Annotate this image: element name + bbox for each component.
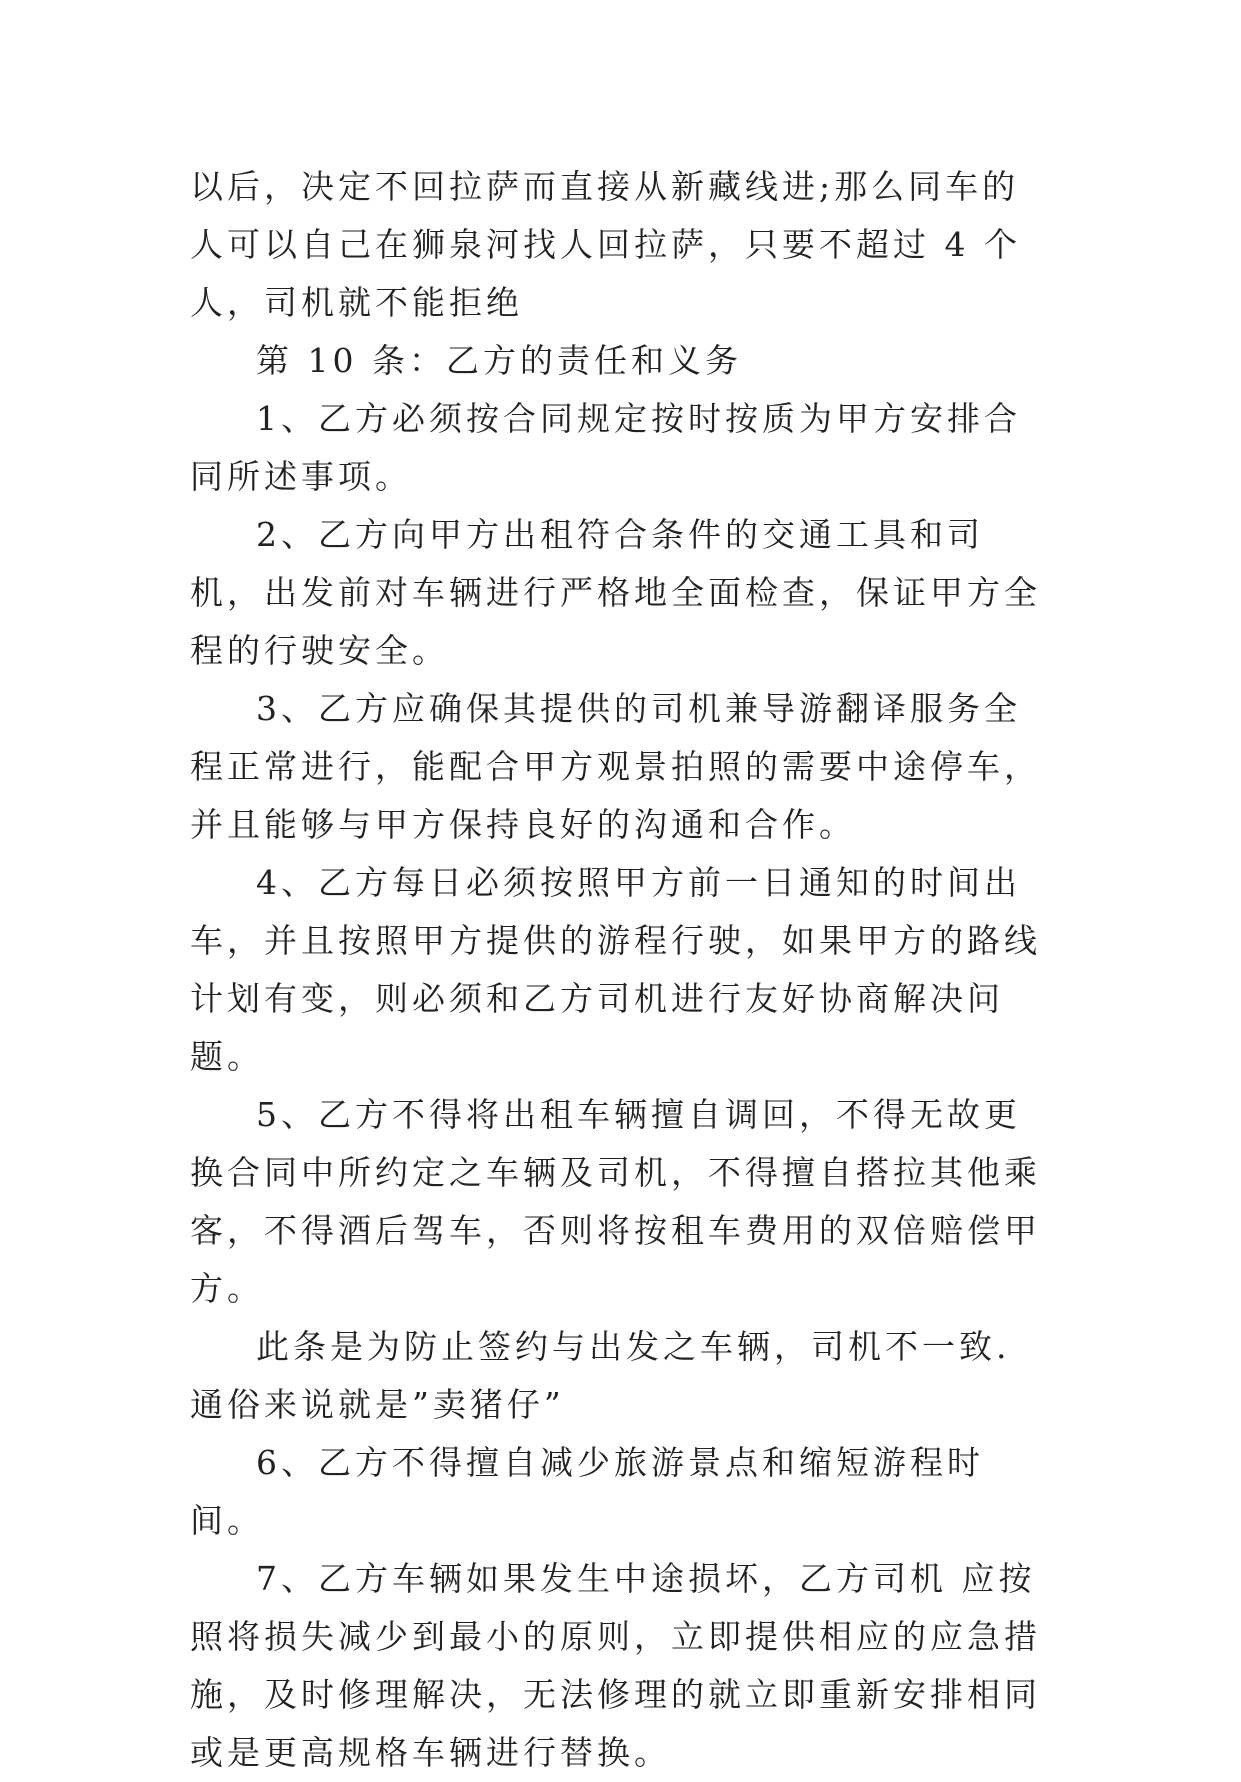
- document-body: [190, 158, 1052, 1782]
- clause-item-5: 5、乙方不得将出租车辆擅自调回，不得无故更换合同中所约定之车辆及司机，不得擅自搭拉其他乘客，不得酒后驾车，否则将按租车费用的双倍赔偿甲方。: [190, 1095, 1041, 1308]
- clause-note: 此条是为防止签约与出发之车辆，司机不一致. 通俗来说就是”卖猪仔”: [190, 1327, 1011, 1424]
- article-heading: 第 10 条：乙方的责任和义务: [256, 341, 742, 380]
- clause-item-3: 3、乙方应确保其提供的司机兼导游翻译服务全程正常进行，能配合甲方观景拍照的需要中途停车，并且能够与甲方保持良好的沟通和合作。: [190, 689, 1041, 844]
- paragraph-continuation: 以后，决定不回拉萨而直接从新藏线进;那么同车的人可以自己在狮泉河找人回拉萨，只要不超过 4 个人，司机就不能拒绝: [190, 167, 1021, 322]
- clause-item-7: 7、乙方车辆如果发生中途损坏，乙方司机 应按照将损失减少到最小的原则，立即提供相应的应急措施，及时修理解决，无法修理的就立即重新安排相同或是更高规格车辆进行替换。: [190, 1559, 1041, 1772]
- clause-item-1: 1、乙方必须按合同规定按时按质为甲方安排合同所述事项。: [190, 399, 1021, 496]
- clause-item-4: 4、乙方每日必须按照甲方前一日通知的时间出车，并且按照甲方提供的游程行驶，如果甲方的路线计划有变，则必须和乙方司机进行友好协商解决问题。: [190, 863, 1041, 1076]
- clause-item-2: 2、乙方向甲方出租符合条件的交通工具和司机，出发前对车辆进行严格地全面检查，保证甲方全程的行驶安全。: [190, 515, 1041, 670]
- clause-item-6: 6、乙方不得擅自减少旅游景点和缩短游程时间。: [190, 1443, 984, 1540]
